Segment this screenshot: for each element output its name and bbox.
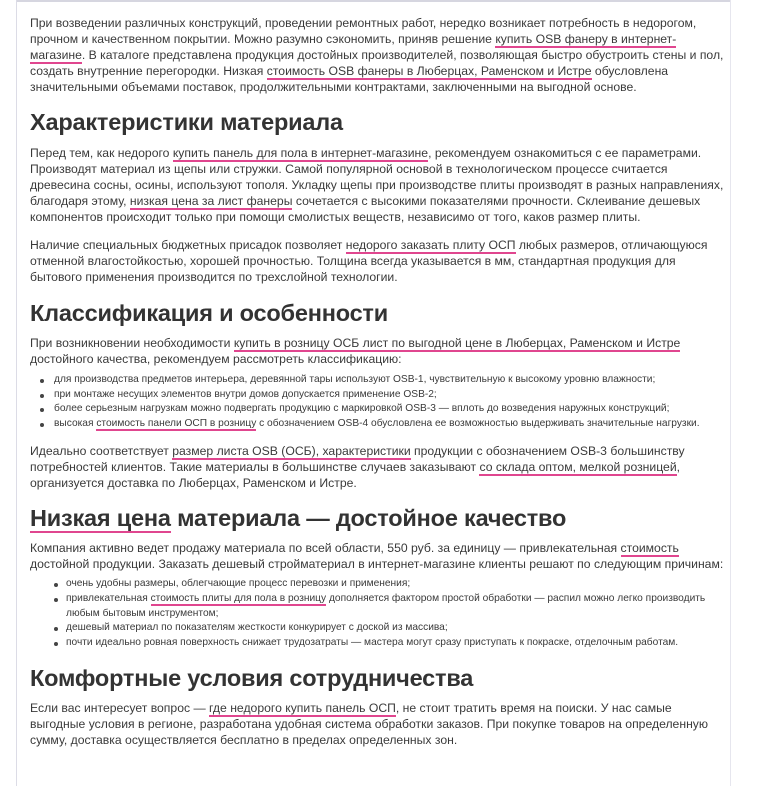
additives-paragraph bbox=[30, 237, 730, 285]
text: При возникновении необходимости bbox=[30, 336, 234, 350]
comfort-paragraph bbox=[30, 700, 730, 748]
heading-comfort: Комфортные условия сотрудничества bbox=[30, 665, 474, 692]
keyword-link-floor-panel[interactable]: купить панель для пола в интернет-магазине bbox=[172, 146, 429, 160]
keyword-link-osb-price[interactable]: стоимость OSB фанеры в Люберцах, Раменском и Истре bbox=[266, 64, 592, 78]
text: Перед тем, как недорого bbox=[30, 146, 173, 160]
price-paragraph bbox=[30, 540, 730, 572]
keyword-link-low-price[interactable]: низкая цена за лист фанеры bbox=[129, 194, 293, 208]
text: материала — достойное качество bbox=[170, 505, 567, 532]
text: продукции с обозначением OSB-3 большинству потребностей клиентов. Такие материалы в большинстве случаев заказывают bbox=[30, 444, 685, 475]
text: , не стоит тратить время на поиски. У нас самые выгодные условия в регионе, разработана удобная система обработки заказов. При покупке товаров на определенную сумму, доставка осуществляется бесплатно в пределах определенных зон. bbox=[30, 701, 709, 748]
text: Наличие специальных бюджетных присадок позволяет bbox=[30, 238, 346, 252]
list-item: дешевый материал по показателям жесткости конкурирует с доской из массива; bbox=[66, 621, 730, 636]
list-item: очень удобны размеры, облегчающие процесс перевозки и применения; bbox=[66, 577, 730, 592]
heading-price bbox=[30, 503, 730, 533]
text: Идеально соответствует bbox=[30, 444, 173, 459]
list-item: при монтаже несущих элементов внутри домов допускается применение OSB-2; bbox=[54, 388, 730, 403]
heading-highlight: Низкая цена bbox=[30, 505, 171, 532]
left-border bbox=[16, 0, 17, 786]
keyword-link-panel-retail[interactable]: стоимость панели ОСП в розницу bbox=[96, 417, 257, 429]
classification-list bbox=[30, 373, 730, 431]
classification-paragraph bbox=[30, 335, 730, 367]
keyword-link-cost[interactable]: стоимость bbox=[620, 541, 679, 556]
keyword-link-buy-osb[interactable]: купить OSB фанеру в интернет-магазине bbox=[30, 32, 677, 62]
list-item: почти идеально ровная поверхность снижает трудозатраты — мастера могут сразу приступать к покраске, отделочным работам. bbox=[66, 636, 730, 651]
keyword-link-warehouse[interactable]: со склада оптом, мелкой розницей bbox=[479, 460, 677, 475]
text: . В каталоге представлена продукция достойных производителей, позволяющая быстро обустроить стены и пол, создать внутренние перегородки. Низкая bbox=[30, 48, 724, 78]
heading-specs: Характеристики материала bbox=[30, 109, 343, 135]
text: Если вас интересует вопрос — bbox=[30, 701, 210, 716]
text: сочетается с высокими показателями прочности. Склеивание дешевых компонентов происходит только при помощи смолистых веществ, независимо от того, каков размер плиты. bbox=[30, 194, 701, 224]
text: достойного качества, рекомендуем рассмотреть классификацию: bbox=[30, 352, 402, 366]
reasons-list bbox=[30, 577, 730, 650]
list-item bbox=[54, 417, 730, 432]
right-border bbox=[730, 0, 731, 786]
list-item: более серьезным нагрузкам можно подвергать продукцию с маркировкой OSB-3 — вплоть до возведения наружных конструкций; bbox=[54, 402, 730, 417]
text: привлекательная bbox=[66, 592, 151, 604]
list-item bbox=[66, 592, 730, 621]
osb3-paragraph bbox=[30, 443, 730, 491]
text: с обозначением OSB-4 обусловлена ее возможностью выдерживать значительные нагрузки. bbox=[256, 417, 700, 429]
keyword-link-retail-osb[interactable]: купить в розницу ОСБ лист по выгодной цене в Люберцах, Раменском и Истре bbox=[233, 336, 681, 350]
article bbox=[30, 15, 730, 748]
text: обусловлена значительными объемами поставок, продолжительными контрактами, заключенными на выгодной основе. bbox=[30, 64, 669, 94]
keyword-link-floor-retail[interactable]: стоимость плиты для пола в розницу bbox=[150, 592, 327, 604]
text: высокая bbox=[54, 417, 97, 429]
intro-paragraph bbox=[30, 15, 730, 95]
text: достойной продукции. Заказать дешевый стройматериал в интернет-магазине клиенты решают по следующим причинам: bbox=[30, 557, 724, 572]
heading-classification: Классификация и особенности bbox=[30, 300, 388, 326]
text: любых размеров, отличающуюся отменной влагостойкостью, хорошей прочностью. Толщина всегда указывается в мм, стандартная продукция для бытового применения производится по трехслойной технологии. bbox=[30, 238, 708, 284]
text: дополняется фактором простой обработки — распил можно легко производить любым бытовым инструментом; bbox=[66, 592, 706, 619]
text: Компания активно ведет продажу материала по всей области, 550 руб. за единицу — привлекательная bbox=[30, 541, 621, 556]
keyword-link-sheet-size[interactable]: размер листа OSB (ОСБ), характеристики bbox=[172, 444, 411, 459]
top-divider bbox=[17, 0, 731, 2]
text: , рекомендуем ознакомиться с ее параметрами. Производят материал из щепы или стружки. Самой популярной основой в технологическом процессе считается древесина сосны, осины, используют тополя. Укладку щепы при производстве плиты производят в разных направлениях, благодаря этому, bbox=[30, 146, 724, 208]
specs-paragraph bbox=[30, 145, 730, 225]
keyword-link-order-osp[interactable]: недорого заказать плиту ОСП bbox=[345, 238, 516, 252]
keyword-link-where-buy[interactable]: где недорого купить панель ОСП bbox=[209, 701, 396, 716]
text: , организуется доставка по Люберцах, Раменском и Истре. bbox=[30, 460, 681, 491]
text: При возведении различных конструкций, проведении ремонтных работ, нередко возникает потребность в недорогом, прочном и качественном покрытии. Можно разумно сэкономить, приняв решение bbox=[30, 16, 697, 46]
list-item: для производства предметов интерьера, деревянной тары используют OSB-1, чувствительную к высокому уровню влажности; bbox=[54, 373, 730, 388]
